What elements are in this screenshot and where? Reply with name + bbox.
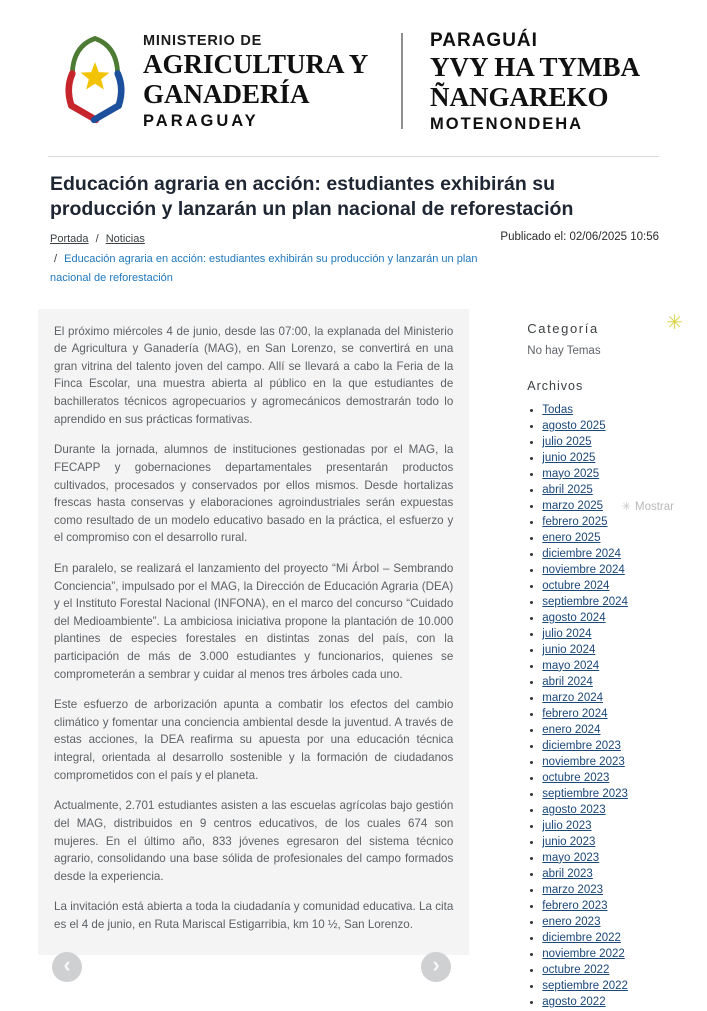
mostrar-tooltip[interactable] (619, 500, 677, 514)
archive-link[interactable]: enero 2024 (542, 723, 601, 736)
archive-link[interactable]: julio 2025 (542, 435, 592, 448)
archive-item (542, 435, 679, 448)
archive-item (542, 563, 679, 576)
archive-item (542, 483, 679, 496)
mostrar-icon: ✳ (621, 500, 632, 513)
archive-link[interactable]: junio 2025 (542, 451, 596, 464)
guarani-line-1: PARAGUÁI (430, 30, 538, 51)
archive-link[interactable]: octubre 2023 (542, 771, 610, 784)
guarani-line-2: YVY HA TYMBA (430, 52, 641, 82)
archives-title: Archivos (527, 378, 584, 393)
archive-item (542, 723, 679, 736)
archive-item (542, 835, 679, 848)
chevron-left-icon: ‹ (63, 952, 71, 977)
archive-item (542, 851, 679, 864)
archive-item (542, 947, 679, 960)
archive-item (542, 547, 679, 560)
archive-item (542, 611, 679, 624)
category-title: Categoría (527, 320, 599, 336)
archive-item (542, 643, 679, 656)
header-divider (401, 33, 403, 129)
archive-link[interactable]: mayo 2024 (542, 659, 600, 672)
published-date: Publicado el: 02/06/2025 10:56 (500, 230, 659, 243)
archive-item (542, 755, 679, 768)
archive-item (542, 739, 679, 752)
archive-link[interactable]: enero 2023 (542, 915, 601, 928)
archive-link[interactable]: febrero 2023 (542, 899, 608, 912)
article-paragraph: Durante la jornada, alumnos de instituciones gestionadas por el MAG, la FECAPP y gobernaciones departamentales presentarán productos cultivados, procesados y conservados por ellos mismos. Desde hortalizas frescas hasta conservas y elaboraciones agroindustriales serán expuestas como resultado de un modelo educativo basado en la práctica, el esfuerzo y el compromiso con el desarrollo rural. (54, 443, 454, 545)
archive-item (542, 467, 679, 480)
breadcrumb-separator: / (54, 253, 58, 266)
archive-link[interactable]: junio 2023 (542, 835, 596, 848)
ministry-line-4: PARAGUAY (143, 112, 259, 131)
archive-link[interactable]: diciembre 2022 (542, 931, 621, 944)
archive-link[interactable]: diciembre 2023 (542, 739, 621, 752)
archive-item (542, 419, 679, 432)
header-ministry-block (143, 30, 395, 131)
archive-link[interactable]: noviembre 2022 (542, 947, 625, 960)
archive-link[interactable]: marzo 2025 (542, 499, 604, 512)
archive-item (542, 771, 679, 784)
archive-item (542, 963, 679, 976)
archive-item (542, 819, 679, 832)
archive-link[interactable]: febrero 2024 (542, 707, 608, 720)
breadcrumb-portada-link[interactable]: Portada (50, 232, 89, 245)
archive-item (542, 451, 679, 464)
archive-link[interactable]: mayo 2025 (542, 467, 600, 480)
archive-item (542, 899, 679, 912)
article-paragraph: La invitación está abierta a toda la ciudadanía y comunidad educativa. La cita es el 4 de junio, en Ruta Mariscal Estigarribia, km 10 ½, San Lorenzo. (54, 900, 454, 931)
archive-link[interactable]: septiembre 2023 (542, 787, 628, 800)
archive-link[interactable]: julio 2023 (542, 819, 592, 832)
archive-link[interactable]: agosto 2025 (542, 419, 606, 432)
article-paragraph: El próximo miércoles 4 de junio, desde las 07:00, la explanada del Ministerio de Agricultura y Ganadería (MAG), en San Lorenzo, se convertirá en una gran vitrina del talento joven del campo. Allí se llevará a cabo la Feria de la Finca Escolar, una muestra abierta al público en la que estudiantes de bachilleratos técnicos agropecuarios y agromecánicos demostrarán todo lo aprendido en sus prácticas formativas. (54, 324, 454, 426)
archive-item (542, 915, 679, 928)
archive-link[interactable]: junio 2024 (542, 643, 596, 656)
archive-link[interactable]: mayo 2023 (542, 851, 600, 864)
breadcrumb (50, 230, 480, 289)
archive-item (542, 675, 679, 688)
archive-link[interactable]: noviembre 2024 (542, 563, 625, 576)
article-paragraph: Actualmente, 2.701 estudiantes asisten a las escuelas agrícolas bajo gestión del MAG, distribuidos en 9 centros educativos, de los cuales 674 son mujeres. En el último año, 833 jóvenes egresaron del sistema técnico agrario, consolidando una base sólida de profesionales del campo formados desde la experiencia. (54, 799, 454, 883)
article-paragraph: En paralelo, se realizará el lanzamiento del proyecto “Mi Árbol – Sembrando Conciencia”, impulsado por el MAG, la Dirección de Educación Agraria (DEA) y el Instituto Forestal Nacional (INFONA), en el marco del concurso “Cuidado del Medioambiente”. La ambiciosa iniciativa propone la plantación de 10.000 plantines de especies forestales en distintas zonas del país, con la participación de más de 3.000 estudiantes y funcionarios, quienes se comprometerán a sembrar y cuidar al menos tres árboles cada uno. (54, 561, 454, 681)
coat-of-arms-icon (57, 30, 133, 134)
article-paragraph: Este esfuerzo de arborización apunta a combatir los efectos del cambio climático y fomentar una conciencia ambiental desde la juventud. A través de estas acciones, la DEA reafirma su apuesta por una educación técnica integral, orientada al desarrollo sostenible y la formación de ciudadanos comprometidos con el país y el planeta. (54, 698, 454, 782)
archive-link[interactable]: agosto 2022 (542, 995, 606, 1008)
sidebar (527, 309, 679, 1011)
site-header (0, 0, 707, 139)
archive-link[interactable]: abril 2023 (542, 867, 593, 880)
archive-item (542, 995, 679, 1008)
breadcrumb-noticias-link[interactable]: Noticias (105, 232, 145, 245)
breadcrumb-separator: / (95, 232, 99, 245)
ministry-line-2: AGRICULTURA Y (143, 49, 369, 79)
archive-item (542, 803, 679, 816)
archive-item (542, 403, 679, 416)
archive-item (542, 531, 679, 544)
header-guarani-block (430, 30, 640, 134)
archive-link[interactable]: abril 2025 (542, 483, 593, 496)
archive-item (542, 595, 679, 608)
archive-item (542, 707, 679, 720)
guarani-line-3: ÑANGAREKO (430, 82, 609, 113)
mostrar-label: Mostrar (635, 501, 674, 513)
archive-item (542, 627, 679, 640)
content-row (38, 309, 679, 1011)
archive-link[interactable]: enero 2025 (542, 531, 601, 544)
category-empty-label: No hay Temas (527, 344, 601, 357)
header-rule (48, 156, 659, 157)
archive-link[interactable]: marzo 2024 (542, 691, 604, 704)
archive-link[interactable]: abril 2024 (542, 675, 593, 688)
meta-row (50, 230, 659, 289)
archive-link[interactable]: octubre 2022 (542, 963, 610, 976)
guarani-line-4: MOTENONDEHA (430, 115, 584, 134)
chevron-right-icon: › (432, 952, 440, 977)
archive-link[interactable]: noviembre 2023 (542, 755, 625, 768)
prev-arrow-button[interactable] (52, 952, 82, 982)
archive-link[interactable]: Todas (542, 403, 573, 416)
archive-item (542, 931, 679, 944)
archive-link[interactable]: diciembre 2024 (542, 547, 621, 560)
archive-item (542, 659, 679, 672)
archive-item (542, 867, 679, 880)
archive-link[interactable]: octubre 2024 (542, 579, 610, 592)
next-arrow-button[interactable] (421, 952, 451, 982)
archive-link[interactable]: septiembre 2022 (542, 979, 628, 992)
star-icon (81, 62, 110, 89)
page-title: Educación agraria en acción: estudiantes exhibirán su producción y lanzarán un plan nacional de reforestación (50, 173, 574, 220)
article-body (38, 309, 469, 955)
breadcrumb-current-page[interactable]: Educación agraria en acción: estudiantes exhibirán su producción y lanzarán un plan nacional de reforestación (50, 253, 478, 285)
archive-list (527, 403, 679, 1008)
archive-item (542, 579, 679, 592)
archive-item (542, 787, 679, 800)
archive-link[interactable]: septiembre 2024 (542, 595, 628, 608)
archive-item (542, 979, 679, 992)
archive-link[interactable]: febrero 2025 (542, 515, 608, 528)
coat-of-arms-logo (57, 30, 133, 139)
ministry-line-1: MINISTERIO DE (143, 33, 263, 49)
ministry-line-3: GANADERÍA (143, 79, 310, 110)
archive-link[interactable]: agosto 2024 (542, 611, 606, 624)
archive-item (542, 515, 679, 528)
archive-link[interactable]: agosto 2023 (542, 803, 606, 816)
archive-item (542, 883, 679, 896)
archive-link[interactable]: julio 2024 (542, 627, 592, 640)
accessibility-widget-icon[interactable]: ✳ (666, 312, 683, 334)
archive-item (542, 691, 679, 704)
archive-link[interactable]: marzo 2023 (542, 883, 604, 896)
